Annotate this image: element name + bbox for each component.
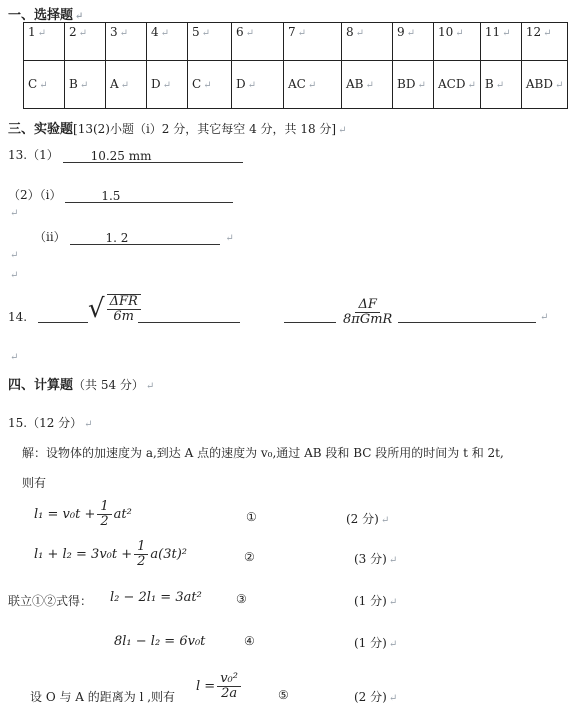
table-cell: B ↵	[480, 61, 521, 109]
equation-2-mark: ②	[244, 550, 255, 564]
table-cell: 12 ↵	[521, 23, 568, 61]
q13-answer2: 1.5	[65, 189, 233, 203]
equation-1-score: (2 分) ↵	[346, 512, 390, 526]
equation-5-text: 设 O 与 A 的距离为 l ,则有	[30, 690, 176, 704]
table-cell: 11 ↵	[480, 23, 521, 61]
table-cell: 1 ↵	[24, 23, 65, 61]
table-cell: D ↵	[147, 61, 188, 109]
equation-4-score: (1 分) ↵	[354, 636, 398, 650]
table-cell: 4 ↵	[147, 23, 188, 61]
q15-solution-line1: 解：设物体的加速度为 a,到达 A 点的速度为 v₀,通过 AB 段和 BC 段所用的时间为 t 和 2t,	[22, 446, 504, 460]
equation-5-score: (2 分) ↵	[354, 690, 398, 704]
table-cell: 2 ↵	[65, 23, 106, 61]
q14-label: 14.	[8, 310, 28, 324]
table-row-answers	[24, 61, 568, 109]
section1-title: 一、选择题 ↵	[8, 8, 84, 23]
para-mark: ↵	[10, 250, 19, 261]
equation-1: l₁ = v₀t + $\frac{1}{2}$ at²	[34, 499, 132, 529]
table-cell: A ↵	[106, 61, 147, 109]
q13-part2-i: （2）（ⅰ） 1.5	[8, 186, 233, 203]
q13-part1: 13.（1） 10.25 mm	[8, 146, 243, 163]
equation-4: 8l₁ − l₂ = 6v₀t	[114, 634, 206, 649]
joint-text: 联立①②式得：	[8, 594, 93, 608]
q14-blank-right1	[284, 322, 336, 323]
q14-fraction-expression: $\frac{\Delta F}{\text{8πGmR}}$	[343, 297, 393, 327]
table-cell: BD ↵	[393, 61, 434, 109]
q13-answer1: 10.25 mm	[63, 149, 243, 163]
q14-blank-right2	[398, 322, 536, 323]
table-cell: ACD ↵	[434, 61, 481, 109]
table-cell: 7 ↵	[284, 23, 342, 61]
table-cell: 3 ↵	[106, 23, 147, 61]
equation-5: l = $\frac{\text{v₀²}}{2a}$	[196, 672, 243, 701]
q14-blank-left	[38, 322, 88, 323]
table-cell: 9 ↵	[393, 23, 434, 61]
equation-3-score: (1 分) ↵	[354, 594, 398, 608]
equation-3-mark: ③	[236, 592, 247, 606]
table-cell: ABD ↵	[521, 61, 568, 109]
table-cell: B ↵	[65, 61, 106, 109]
para-mark: ↵	[10, 208, 19, 219]
q14-blank-mid	[138, 322, 240, 323]
table-cell: 6 ↵	[232, 23, 284, 61]
section4-heading: 四、计算题（共 54 分） ↵	[8, 378, 155, 393]
q15-label: 15.（12 分） ↵	[8, 416, 93, 430]
table-cell: AC ↵	[284, 61, 342, 109]
para-mark: ↵	[540, 312, 549, 323]
table-cell: AB ↵	[342, 61, 393, 109]
equation-1-mark: ①	[246, 510, 257, 524]
equation-4-mark: ④	[244, 634, 255, 648]
q14-sqrt-expression: √ $\frac{\text{ΔFR}}{6m}$	[88, 294, 143, 324]
answer-table	[23, 22, 568, 109]
table-cell: 8 ↵	[342, 23, 393, 61]
q13-part2-ii: （ⅱ） 1. 2 ↵	[34, 230, 234, 245]
table-cell: D ↵	[232, 61, 284, 109]
para-mark: ↵	[10, 270, 19, 281]
table-cell: C ↵	[188, 61, 232, 109]
equation-3: l₂ − 2l₁ = 3at²	[110, 590, 202, 605]
equation-2: l₁ + l₂ = 3v₀t + $\frac{1}{2}$ a(3t)²	[34, 539, 188, 569]
table-cell: C ↵	[24, 61, 65, 109]
equation-5-mark: ⑤	[278, 688, 289, 702]
para-mark: ↵	[10, 352, 19, 363]
table-cell: 10 ↵	[434, 23, 481, 61]
equation-2-score: (3 分) ↵	[354, 552, 398, 566]
table-row-numbers	[24, 23, 568, 61]
table-cell: 5 ↵	[188, 23, 232, 61]
q13-answer3: 1. 2	[70, 231, 220, 245]
section3-heading: 三、实验题[13(2)小题（ⅰ）2 分，其它每空 4 分，共 18 分] ↵	[8, 122, 347, 137]
q15-solution-line2: 则有	[22, 476, 47, 490]
